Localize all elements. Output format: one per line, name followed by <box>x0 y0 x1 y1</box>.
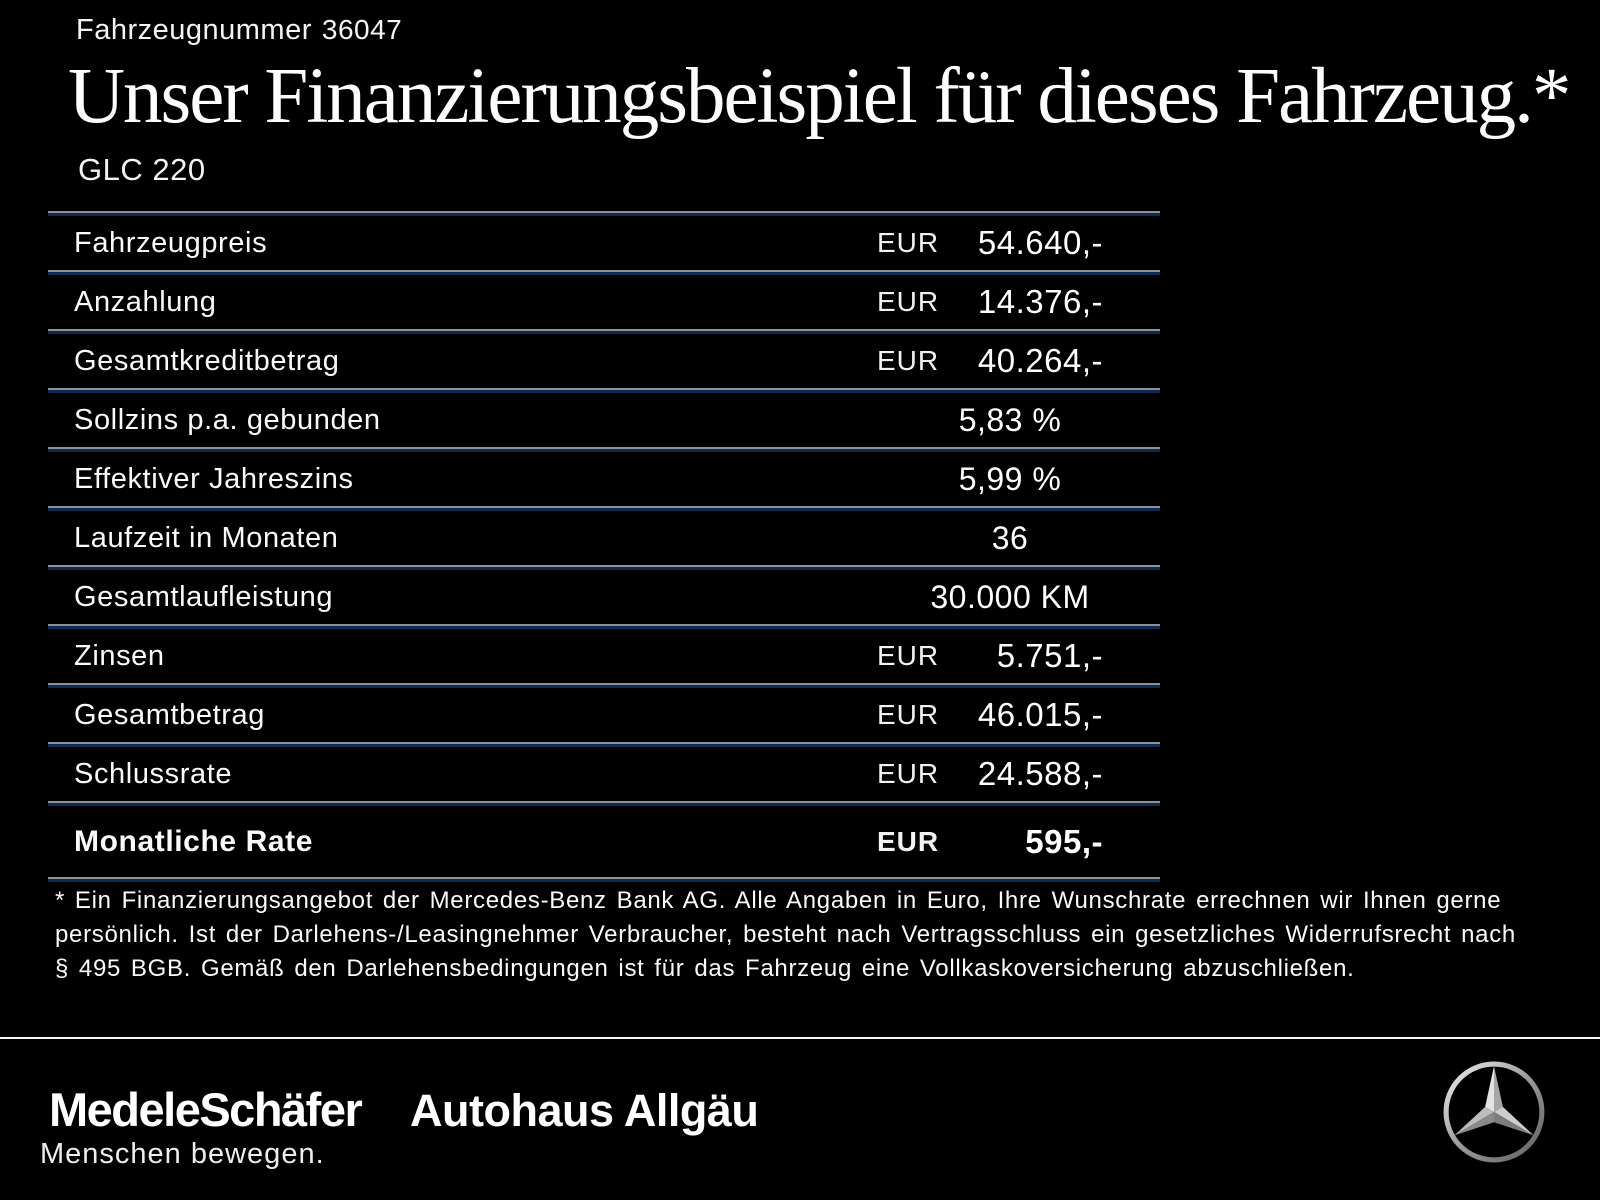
row-currency: EUR <box>877 345 940 376</box>
row-label: Fahrzeugpreis <box>74 226 268 259</box>
row-value: 40.264,- <box>977 342 1103 379</box>
dealer-logo-medele-schaefer: MedeleSchäfer <box>49 1083 362 1136</box>
table-row <box>48 742 1160 801</box>
table-row <box>48 388 1160 447</box>
legal-footnote <box>55 884 1545 986</box>
table-row <box>48 447 1160 506</box>
row-value: 36 <box>991 519 1029 556</box>
table-row <box>48 506 1160 565</box>
legal-footnote-line-1: * Ein Finanzierungsangebot der Mercedes-Benz Bank AG. Alle Angaben in Euro, Ihre Wunschrate errechnen wir Ihnen gerne <box>55 887 1502 914</box>
table-row <box>48 624 1160 683</box>
mercedes-star-icon <box>1441 1059 1547 1165</box>
vehicle-number <box>76 14 402 47</box>
row-label: Schlussrate <box>74 757 233 790</box>
row-value: 5.751,- <box>996 637 1103 674</box>
dealer-tagline: Menschen bewegen. <box>40 1138 325 1170</box>
row-label: Anzahlung <box>74 285 217 318</box>
legal-footnote-line-3: § 495 BGB. Gemäß den Darlehensbedingungen ist für das Fahrzeug eine Vollkaskoversicherung abzuschließen. <box>55 955 1355 982</box>
legal-footnote-line-2: persönlich. Ist der Darlehens-/Leasingnehmer Verbraucher, besteht nach Vertragsschluss ein gesetzliches Widerrufsrecht nach <box>55 921 1516 948</box>
table-row <box>48 270 1160 329</box>
table-row <box>48 565 1160 624</box>
vehicle-number-value: 36047 <box>321 14 403 45</box>
table-row <box>48 329 1160 388</box>
page-title: Unser Finanzierungsbeispiel für dieses Fahrzeug.* <box>68 53 1570 140</box>
row-label: Laufzeit in Monaten <box>74 521 339 554</box>
row-currency: EUR <box>877 286 940 317</box>
row-value: 54.640,- <box>977 224 1103 261</box>
row-value: 46.015,- <box>977 696 1103 733</box>
row-currency: EUR <box>877 227 940 258</box>
row-currency: EUR <box>877 640 940 671</box>
row-value: 30.000 KM <box>930 578 1090 615</box>
row-value: 5,83 % <box>958 401 1062 438</box>
row-currency: EUR <box>877 758 940 789</box>
row-label: Gesamtkreditbetrag <box>74 344 340 377</box>
row-label: Gesamtlaufleistung <box>74 580 334 613</box>
row-value: 5,99 % <box>958 460 1062 497</box>
table-bottom-separator <box>48 877 1160 882</box>
row-value: 595,- <box>1025 822 1103 860</box>
row-label: Gesamtbetrag <box>74 698 265 731</box>
row-label: Monatliche Rate <box>74 824 314 858</box>
row-value: 14.376,- <box>977 283 1103 320</box>
row-currency: EUR <box>877 825 940 857</box>
row-currency: EUR <box>877 699 940 730</box>
row-label: Effektiver Jahreszins <box>74 462 354 495</box>
finance-table <box>48 211 1160 882</box>
table-row <box>48 683 1160 742</box>
table-row <box>48 801 1160 877</box>
footer-divider <box>0 1037 1600 1039</box>
vehicle-number-label: Fahrzeugnummer <box>76 14 312 46</box>
row-label: Sollzins p.a. gebunden <box>74 403 381 436</box>
vehicle-model: GLC 220 <box>78 152 206 187</box>
row-label: Zinsen <box>74 639 165 672</box>
table-row <box>48 211 1160 270</box>
dealer-logo-autohaus-allgaeu: Autohaus Allgäu <box>410 1085 759 1136</box>
row-value: 24.588,- <box>977 755 1103 792</box>
